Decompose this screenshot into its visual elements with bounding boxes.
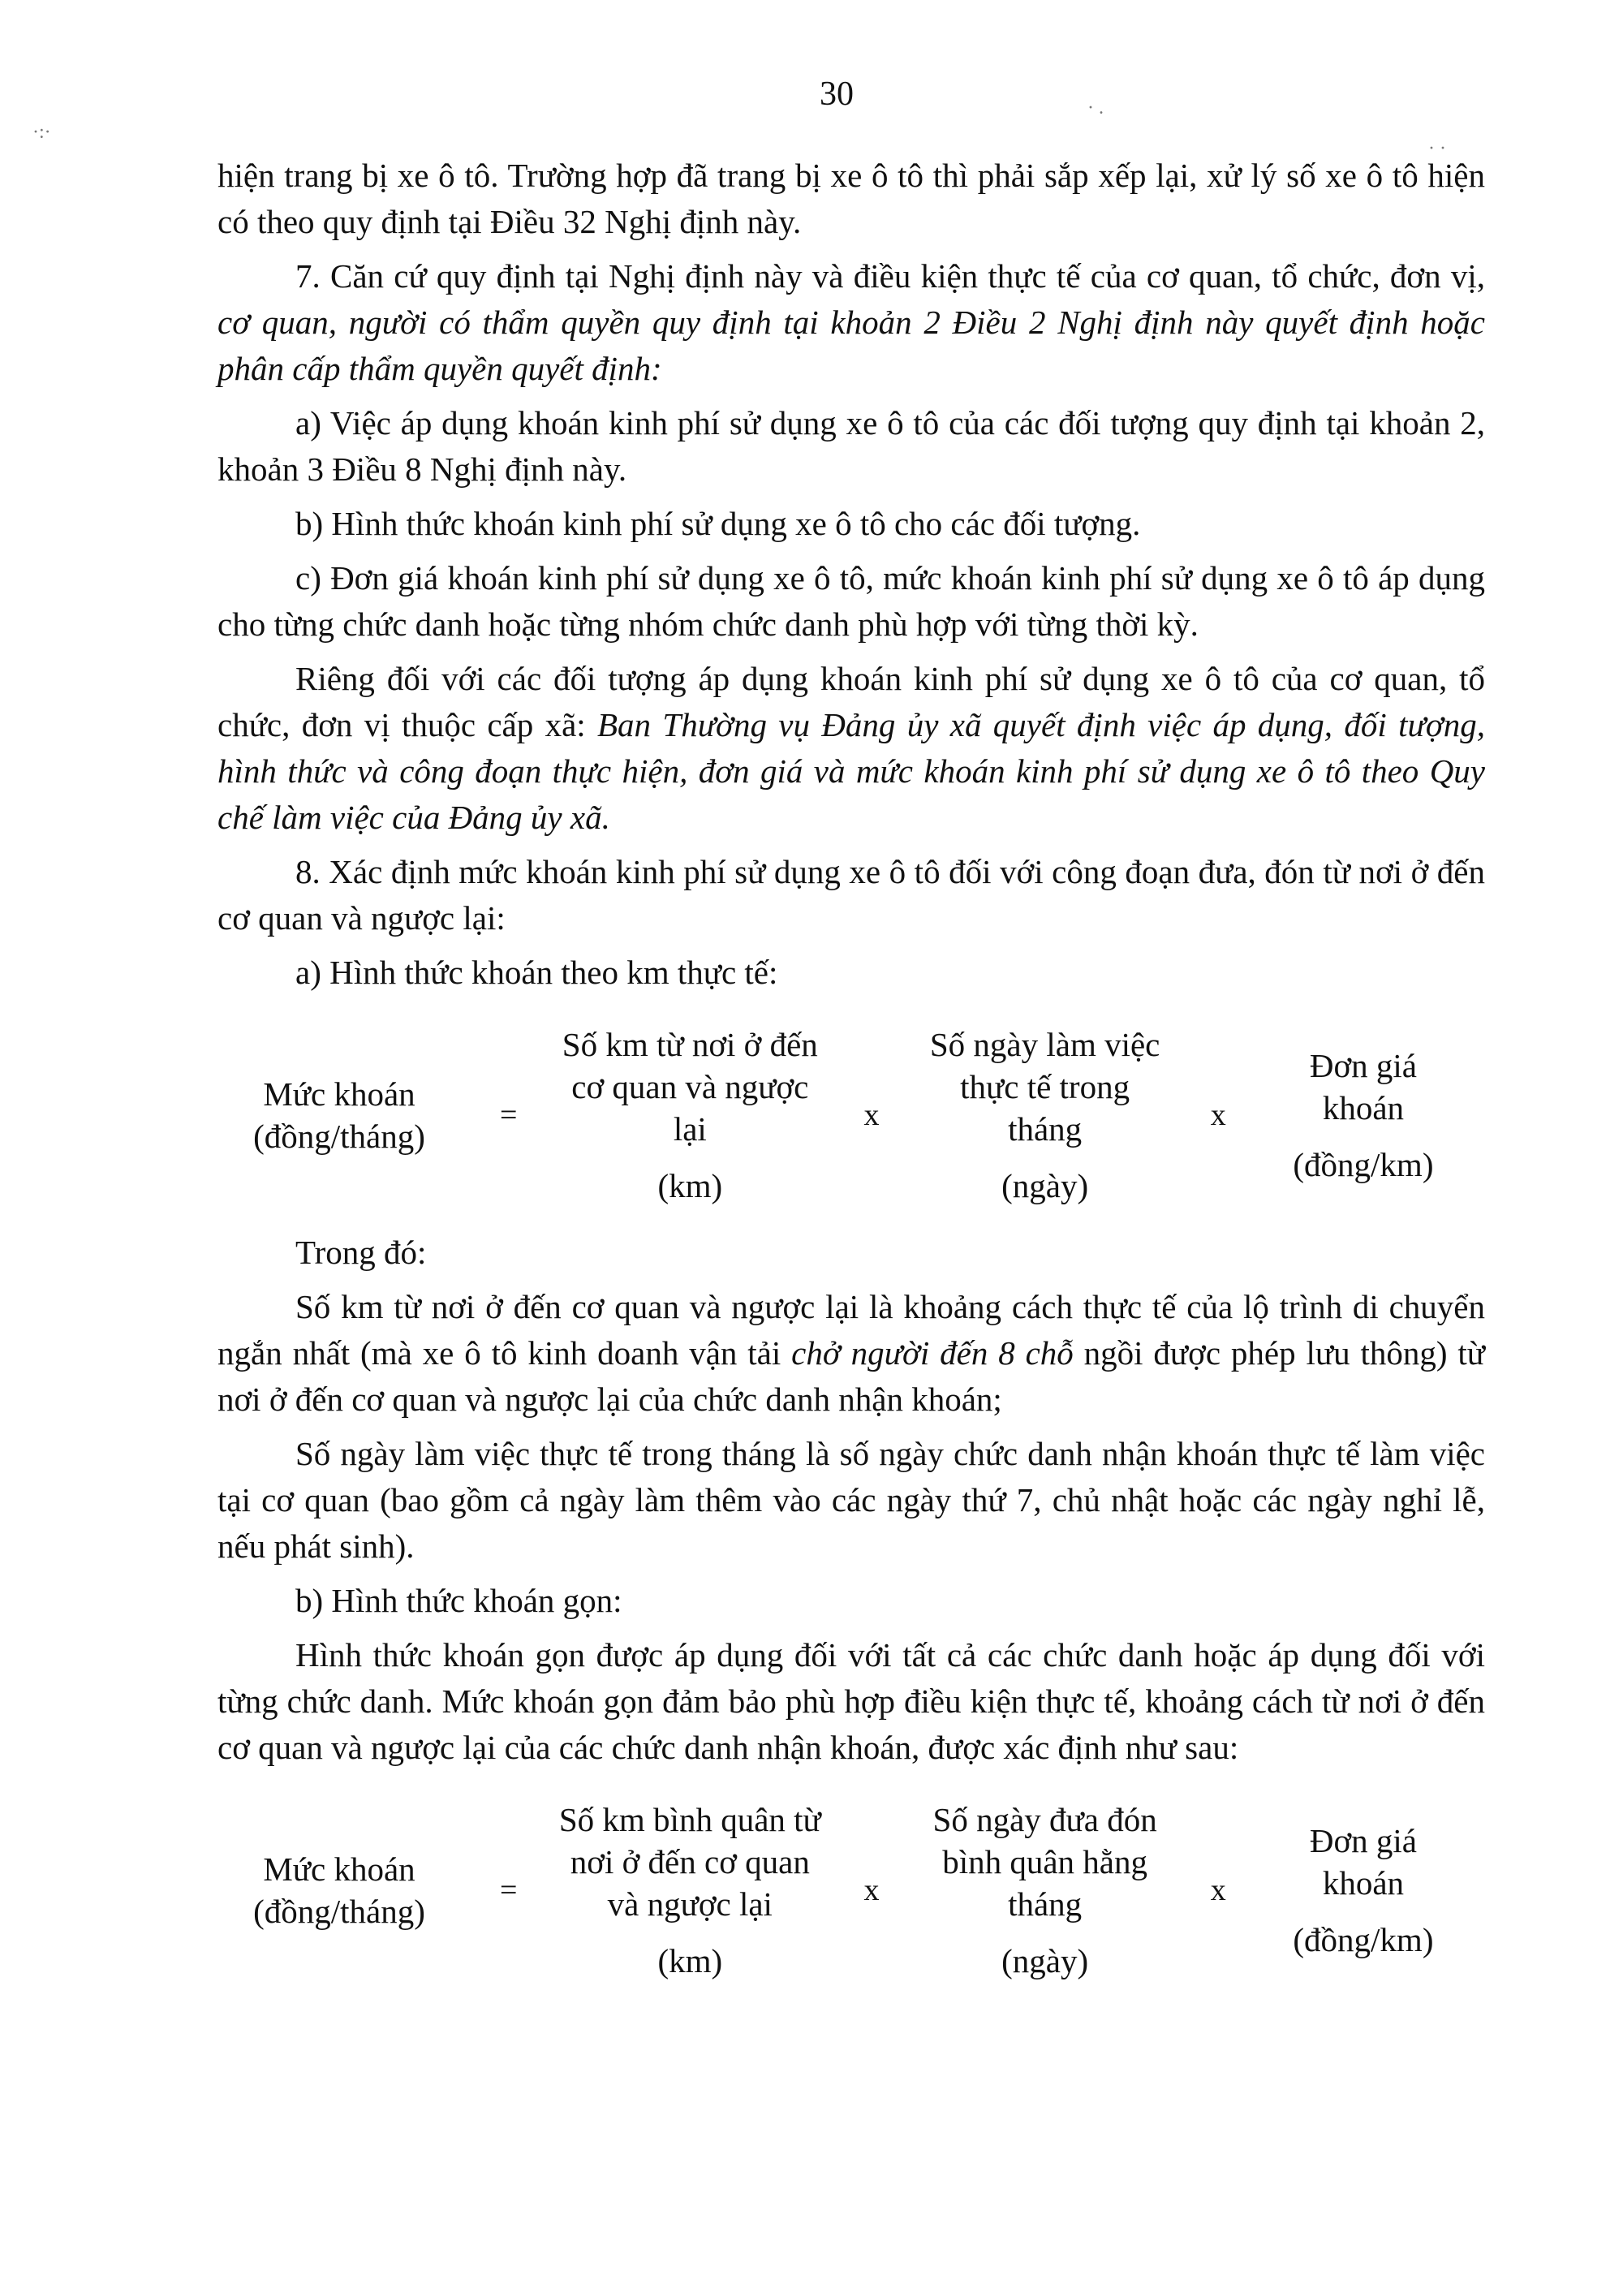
term-unit: (đồng/km)	[1293, 1921, 1434, 1958]
scan-speck: · .	[1087, 97, 1104, 118]
formula-actual-km	[217, 1023, 1461, 1207]
document-body	[217, 153, 1485, 2005]
text-run-italic: cơ quan, người có thẩm quyền quy định tại khoản 2 Điều 2 Nghị định này quyết định hoặc phân cấp thẩm quyền quyết định:	[217, 304, 1485, 387]
text-run: 7. Căn cứ quy định tại Nghị định này và điều kiện thực tế của cơ quan, tổ chức, đơn vị,	[295, 257, 1485, 295]
formula-term-unit-price	[1266, 1820, 1461, 1961]
term-label: Đơn giá khoán	[1309, 1822, 1417, 1902]
equals-sign: =	[499, 1872, 518, 1907]
paragraph: 8. Xác định mức khoán kinh phí sử dụng xe ô tô đối với công đoạn đưa, đón từ nơi ở đến cơ quan và ngược lại:	[217, 853, 1485, 937]
paragraph	[217, 253, 1485, 392]
term-label: Số km từ nơi ở đến cơ quan và ngược lại	[562, 1026, 818, 1148]
text-run: Riêng đối với các đối tượng áp dụng khoán kinh phí sử dụng xe ô tô của cơ quan, tổ chức, đơn vị thuộc cấp xã:	[217, 660, 1485, 743]
text-run: ngồi được phép lưu thông) từ nơi ở đến cơ quan và ngược lại của chức danh nhận khoán;	[217, 1334, 1486, 1418]
term-label: Đơn giá khoán	[1309, 1047, 1417, 1126]
paragraph: b) Hình thức khoán gọn:	[295, 1582, 622, 1619]
term-label: Số km bình quân từ nơi ở đến cơ quan và ngược lại	[558, 1801, 821, 1923]
multiply-sign: x	[863, 1872, 880, 1907]
formula-term-distance	[556, 1798, 824, 1982]
formula-term-unit-price	[1266, 1045, 1461, 1186]
formula-left-term: Mức khoán (đồng/tháng)	[253, 1075, 425, 1155]
paragraph: Số ngày làm việc thực tế trong tháng là số ngày chức danh nhận khoán thực tế làm việc tại cơ quan (bao gồm cả ngày làm thêm vào các ngày thứ 7, chủ nhật hoặc các ngày nghỉ lễ, nếu phát sinh).	[217, 1435, 1485, 1565]
paragraph	[217, 656, 1485, 841]
multiply-sign: x	[1210, 1097, 1226, 1132]
paragraph: a) Hình thức khoán theo km thực tế:	[295, 954, 778, 991]
term-unit: (km)	[657, 1942, 723, 1979]
scan-speck: · ·	[1428, 138, 1446, 159]
paragraph: b) Hình thức khoán kinh phí sử dụng xe ô tô cho các đối tượng.	[295, 505, 1141, 542]
formula-term-days	[919, 1023, 1171, 1207]
multiply-sign: x	[1210, 1872, 1226, 1907]
text-run-italic: chở người đến 8 chỗ	[791, 1334, 1074, 1372]
text-run: Số km từ nơi ở đến cơ quan và ngược lại là khoảng cách thực tế của lộ trình di chuyển ngắn nhất (mà xe ô tô kinh doanh vận tải	[217, 1288, 1485, 1372]
scan-speck: ·:·	[32, 122, 51, 143]
term-unit: (ngày)	[1001, 1942, 1089, 1979]
paragraph: Hình thức khoán gọn được áp dụng đối với tất cả các chức danh hoặc áp dụng đối với từng chức danh. Mức khoán gọn đảm bảo phù hợp điều kiện thực tế, khoảng cách từ nơi ở đến cơ quan và ngược lại của các chức danh nhận khoán, được xác định như sau:	[217, 1636, 1485, 1766]
formula-term-days	[919, 1798, 1171, 1982]
paragraph	[217, 1284, 1485, 1423]
formula-lump-sum	[217, 1798, 1461, 1982]
term-unit: (km)	[657, 1167, 723, 1204]
multiply-sign: x	[863, 1097, 880, 1132]
page-number: 30	[820, 75, 854, 113]
paragraph: hiện trang bị xe ô tô. Trường hợp đã trang bị xe ô tô thì phải sắp xếp lại, xử lý số xe ô tô hiện có theo quy định tại Điều 32 Nghị định này.	[217, 157, 1485, 240]
paragraph: c) Đơn giá khoán kinh phí sử dụng xe ô tô, mức khoán kinh phí sử dụng xe ô tô áp dụng cho từng chức danh hoặc từng nhóm chức danh phù hợp với từng thời kỳ.	[217, 559, 1485, 643]
formula-left-term: Mức khoán (đồng/tháng)	[253, 1850, 425, 1930]
equals-sign: =	[499, 1097, 518, 1132]
formula-term-distance	[556, 1023, 824, 1207]
text-run-italic: Ban Thường vụ Đảng ủy xã quyết định việc áp dụng, đối tượng, hình thức và công đoạn thực hiện, đơn giá và mức khoán kinh phí sử dụng xe ô tô theo Quy chế làm việc của Đảng ủy xã.	[217, 706, 1485, 836]
term-unit: (đồng/km)	[1293, 1146, 1434, 1183]
paragraph: a) Việc áp dụng khoán kinh phí sử dụng xe ô tô của các đối tượng quy định tại khoản 2, khoản 3 Điều 8 Nghị định này.	[217, 404, 1485, 488]
term-label: Số ngày làm việc thực tế trong tháng	[929, 1026, 1160, 1148]
term-label: Số ngày đưa đón bình quân hằng tháng	[932, 1801, 1157, 1923]
paragraph: Trong đó:	[295, 1234, 427, 1271]
term-unit: (ngày)	[1001, 1167, 1089, 1204]
